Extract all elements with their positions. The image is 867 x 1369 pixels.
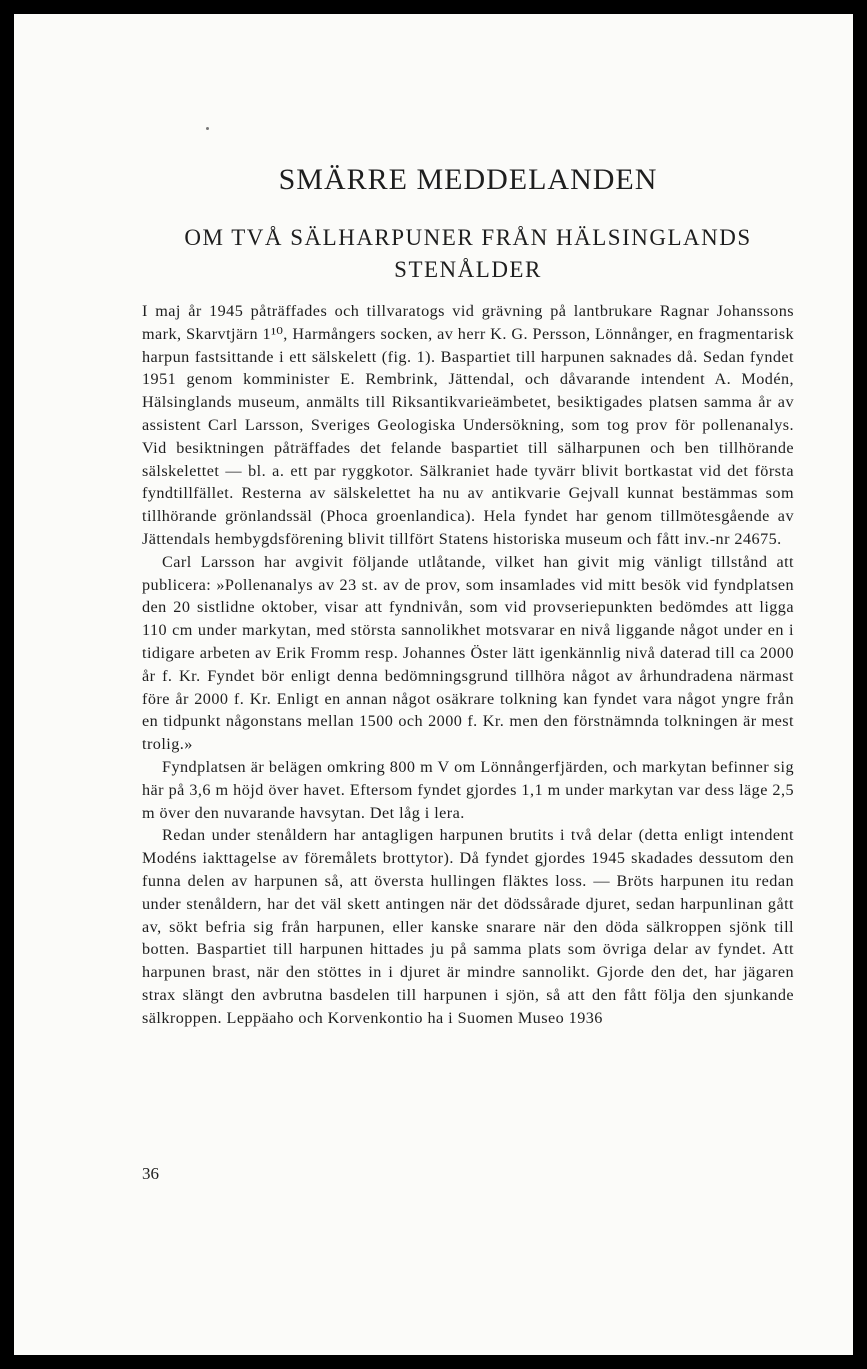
paragraph-4: Redan under stenåldern har antagligen harpunen brutits i två delar (detta enligt intendent Modéns iakttagelse av föremålets brottytor). Då fyndet gjordes 1945 skadades dessutom den funna delen av harpunen så, att översta hullingen fläktes loss. — Bröts harpunen itu redan under stenåldern, har det väl skett antingen när det dödssårade djuret, sedan harpunlinan gått av, sökt befria sig från harpunen, eller kanske snarare när den döda sälkroppen sjönk till botten. Baspartiet till harpunen hittades ju på samma plats som övriga delar av fyndet. Att harpunen brast, när den stöttes in i djuret är mindre sannolikt. Gjorde den det, har jägaren strax slängt den avbrutna basdelen till harpunen i sjön, så att den fått följa den sjunkande sälkroppen. Leppäaho och Korvenkontio ha i Suomen Museo 1936 xyxy=(142,826,794,1027)
page-number: 36 xyxy=(142,1164,159,1183)
article-title xyxy=(142,222,794,286)
page-content xyxy=(142,162,794,1030)
article-title-line1: OM TVÅ SÄLHARPUNER FRÅN HÄLSINGLANDS xyxy=(184,225,752,250)
article-body xyxy=(142,300,794,1030)
document-page xyxy=(14,14,853,1355)
paragraph-2: Carl Larsson har avgivit följande utlåtande, vilket han givit mig vänligt tillstånd att publicera: »Pollenanalys av 23 st. av de prov, som insamlades vid mitt besök vid fyndplatsen den 20 sistlidne oktober, visar att fyndnivån, som vid provseriepunkten bedömdes att ligga 110 cm under markytan, med största sannolikhet motsvarar en nivå liggande något under en i tidigare arbeten av Erik Fromm resp. Johannes Öster lätt igenkännlig nivå daterad till ca 2000 år f. Kr. Fyndet bör enligt denna bedömningsgrund tillhöra något av århundradena närmast före år 2000 f. Kr. Enligt en annan något osäkrare tolkning kan fyndet vara något yngre från en tidpunkt någonstans mellan 1500 och 2000 f. Kr. men den förstnämnda tolkningen är mest trolig.» xyxy=(142,552,794,754)
paragraph-1: I maj år 1945 påträffades och tillvaratogs vid grävning på lantbrukare Ragnar Johanssons mark, Skarvtjärn 1¹⁰, Harmångers socken, av herr K. G. Persson, Lönnånger, en fragmentarisk harpun fastsittande i ett sälskelett (fig. 1). Baspartiet till harpunen saknades då. Sedan fyndet 1951 genom komminister E. Rembrink, Jättendal, och dåvarande intendent A. Modén, Hälsinglands museum, anmälts till Riksantikvarieämbetet, besiktigades platsen samma år av assistent Carl Larsson, Sveriges Geologiska Undersökning, som tog prov för pollenanalys. Vid besiktningen påträffades det felande baspartiet till sälharpunen och ben tillhörande sälskelettet — bl. a. ett par ryggkotor. Sälkraniet hade tyvärr blivit bortkastat vid det första fyndtillfället. Resterna av sälskelettet ha nu av antikvarie Gejvall kunnat bestämmas som tillhörande grönlandssäl (Phoca groenlandica). Hela fyndet har genom tillmötesgående av Jättendals hembygdsförening blivit tillfört Statens historiska museum och fått inv.-nr 24675. xyxy=(142,302,794,548)
article-title-line2: STENÅLDER xyxy=(394,257,542,282)
speck-mark xyxy=(206,127,209,130)
paragraph-3: Fyndplatsen är belägen omkring 800 m V om Lönnångerfjärden, och markytan befinner sig här på 3,6 m höjd över havet. Eftersom fyndet gjordes 1,1 m under markytan var dess läge 2,5 m över den nuvarande havsytan. Det låg i lera. xyxy=(142,757,794,822)
section-title: SMÄRRE MEDDELANDEN xyxy=(278,163,658,196)
